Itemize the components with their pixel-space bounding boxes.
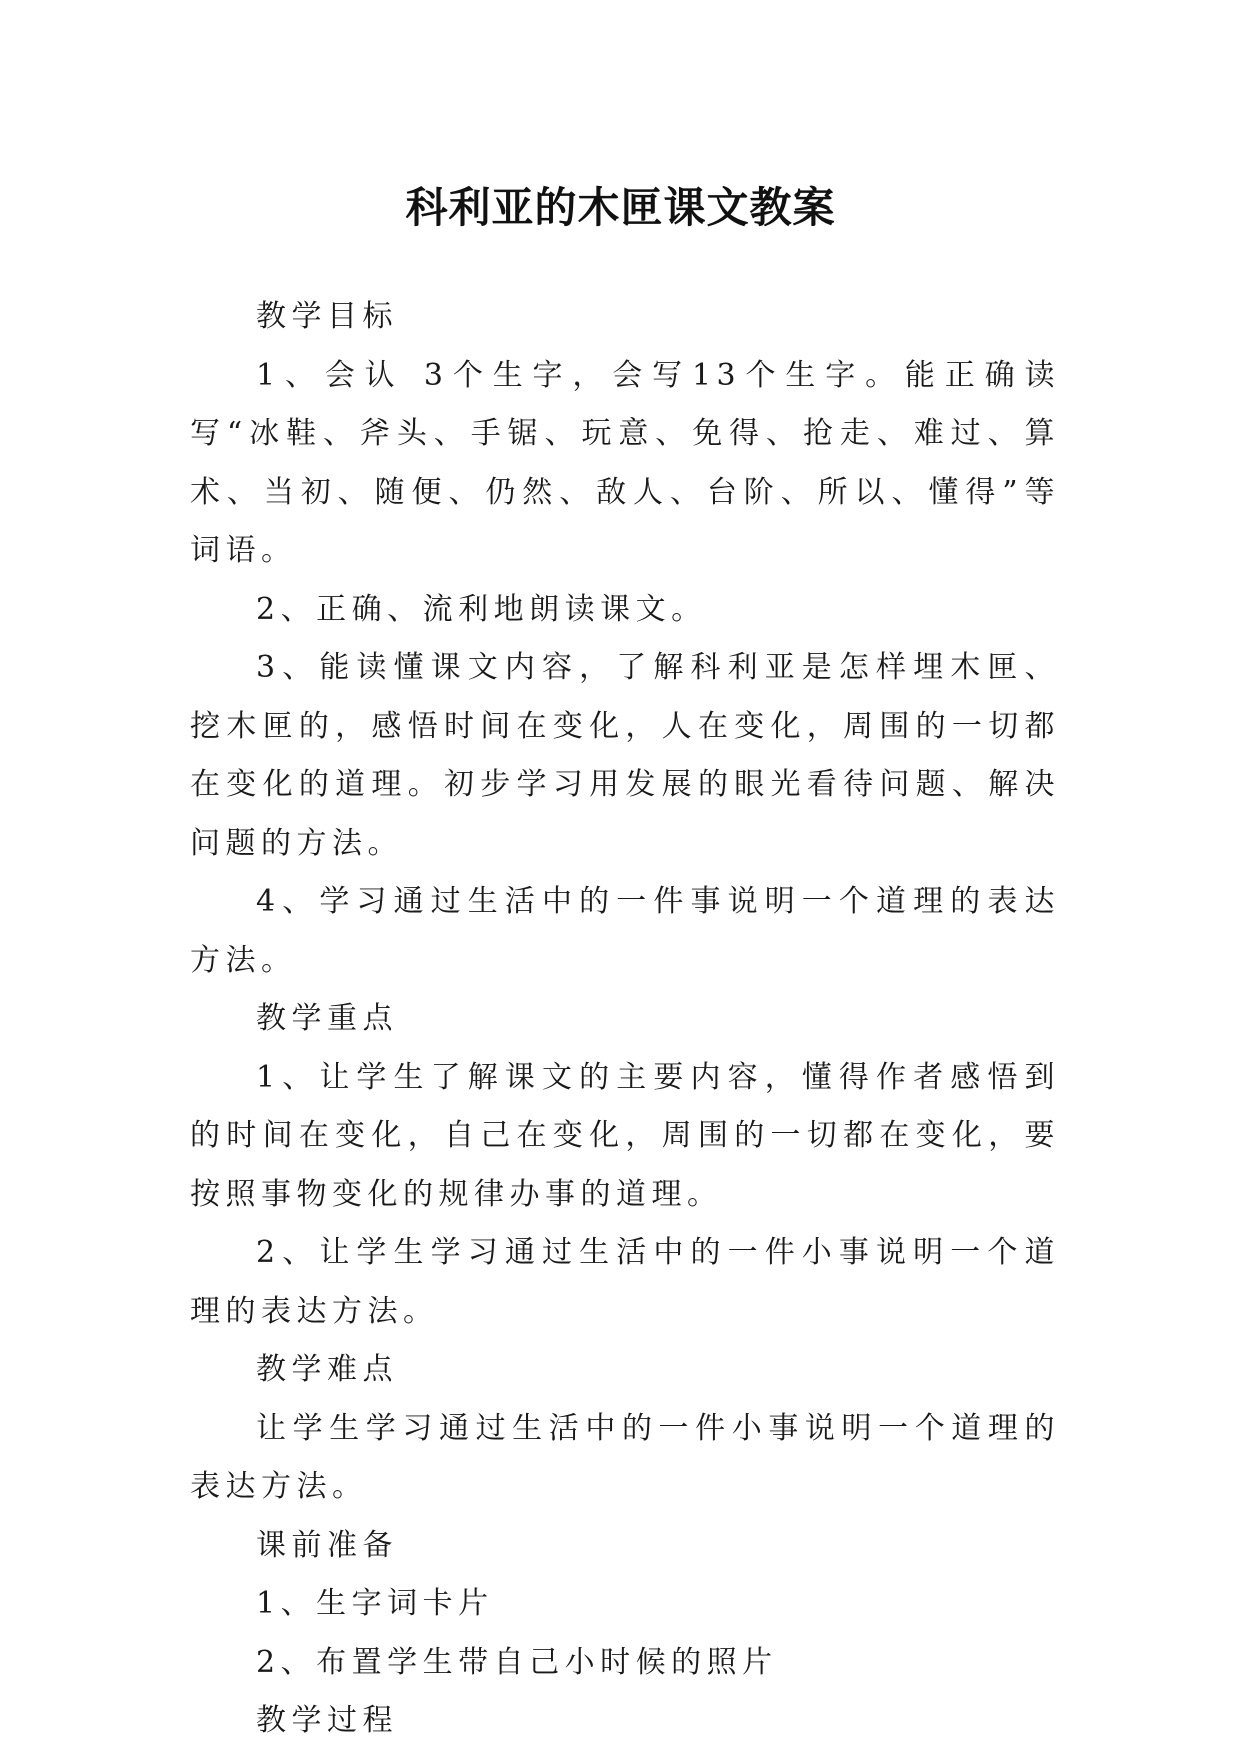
section-heading-difficulty: 教学难点 bbox=[256, 1352, 398, 1387]
document-body bbox=[190, 288, 1060, 1751]
document-title: 科利亚的木匣课文教案 bbox=[405, 183, 836, 233]
paragraph-goal-2: 2、正确、流利地朗读课文。 bbox=[256, 591, 707, 627]
paragraph-goal-3: 3、能读懂课文内容，了解科利亚是怎样埋木匣、挖木匣的，感悟时间在变化，人在变化，周围的一切都在变化的道理。初步学习用发展的眼光看待问题、解决问题的方法。 bbox=[190, 650, 1060, 861]
section-heading-preparation: 课前准备 bbox=[256, 1527, 398, 1563]
paragraph-key-point-1: 1、让学生了解课文的主要内容，懂得作者感悟到的时间在变化，自己在变化，周围的一切都在变化，要按照事物变化的规律办事的道理。 bbox=[190, 1059, 1060, 1212]
paragraph-preparation-2: 2、布置学生带自己小时候的照片 bbox=[256, 1644, 778, 1680]
paragraph-difficulty: 让学生学习通过生活中的一件小事说明一个道理的表达方法。 bbox=[190, 1410, 1060, 1504]
paragraph-goal-1: 1、会认 3个生字，会写13个生字。能正确读写“冰鞋、斧头、手锯、玩意、免得、抢走、难过、算术、当初、随便、仍然、敌人、台阶、所以、懂得”等词语。 bbox=[190, 357, 1060, 568]
paragraph-preparation-1: 1、生字词卡片 bbox=[256, 1586, 494, 1621]
section-heading-teaching-goals: 教学目标 bbox=[256, 299, 398, 334]
section-heading-key-points: 教学重点 bbox=[256, 1001, 398, 1036]
paragraph-goal-4: 4、学习通过生活中的一件事说明一个道理的表达方法。 bbox=[190, 884, 1060, 978]
section-heading-process: 教学过程 bbox=[256, 1703, 398, 1738]
paragraph-key-point-2: 2、让学生学习通过生活中的一件小事说明一个道理的表达方法。 bbox=[190, 1235, 1060, 1329]
